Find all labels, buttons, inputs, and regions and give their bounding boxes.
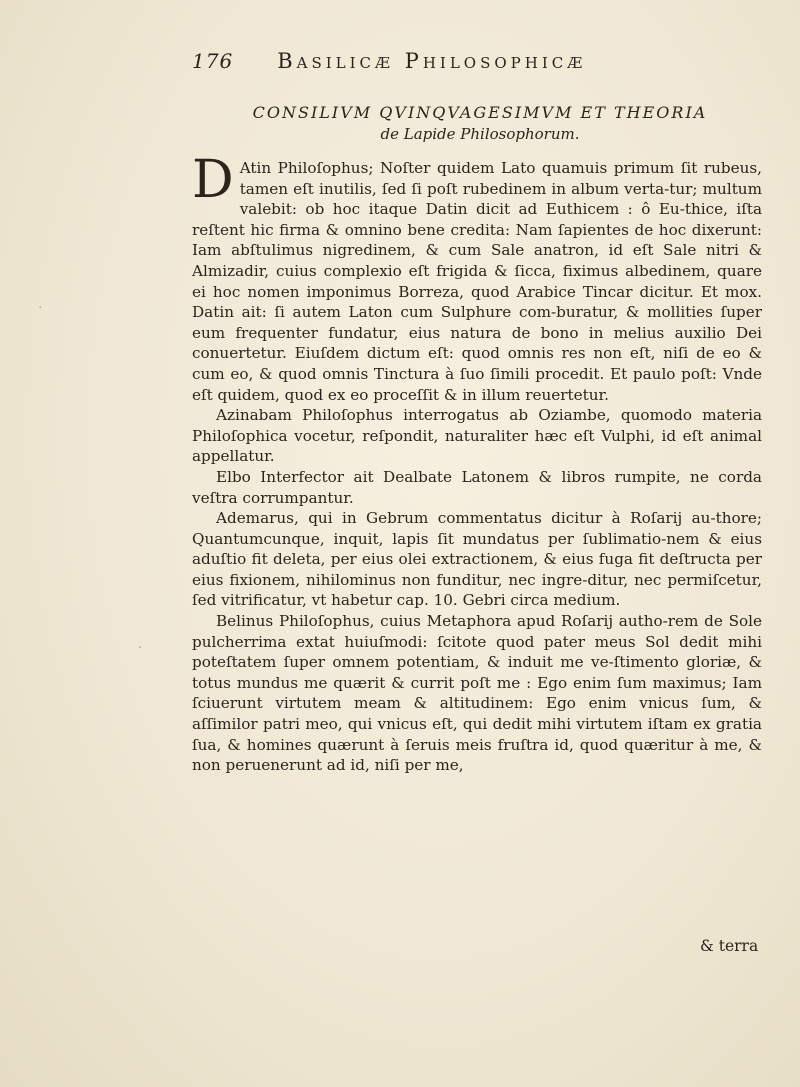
chapter-subtitle: de Lapide Philosophorum.: [380, 125, 580, 143]
paragraph-text: Atin Philoſophus; Noſter quidem Lato quamuis primum ſit rubeus, tamen eſt inutilis, ſed ſi poſt rubedinem in album verta-tur; multum valebit: ob hoc itaque Datin dicit ad Euthicem : ô Eu-thice, iſta reſtent hic firma & omnino bene credita: Nam ſapientes de hoc dixerunt: Iam abſtulimus nigredinem, & cum Sale anatron, id eſt Sale nitri & Almizadir, cuius complexio eſt frigida & ſicca, fiximus albedinem, quare ei hoc nomen imponimus Borreza, quod Arabice Tincar dicitur. Et mox. Datin ait: ſi autem Laton cum Sulphure com-buratur, & mollities ſuper eum frequenter fundatur, eius natura de bono in melius auxilio Dei conuertetur. Eiuſdem dictum eſt: quod omnis res non eſt, niſi de eo & cum eo, & quod omnis Tinctura à ſuo ſimili procedit. Et paulo poſt: Vnde eſt quidem, quod ex eo proceſſit & in illum reuertetur.: [192, 159, 762, 404]
drop-cap: D: [192, 150, 234, 210]
paragraph: Ademarus, qui in Gebrum commentatus dicitur à Roſarij au-thore; Quantumcunque, inquit, lapis ſit mundatus per ſublimatio-nem & eius aduſtio fit deleta, per eius olei extractionem, & eius fuga fit deſtructa per eius fixionem, nihilominus non funditur, nec ingre-ditur, nec permiſcetur, ſed vitrificatur, vt habetur cap. 10. Gebri circa medium.: [192, 509, 762, 610]
paragraph: [192, 150, 762, 405]
body-text: [192, 150, 762, 776]
page-number: 176: [192, 49, 234, 73]
margin-speck: ·: [138, 640, 143, 656]
paragraph: Belinus Philoſophus, cuius Metaphora apud Roſarij autho-rem de Sole pulcherrima extat huiuſmodi: ſcitote quod pater meus Sol dedit mihi poteſtatem ſuper omnem potentiam, & induit me ve-ſtimento gloriæ, & totus mundus me quærit & currit poſt me : Ego enim ſum maximus; Iam ſciuerunt virtutem meam & altitudinem: Ego enim vnicus ſum, & aſſimilor patri meo, qui vnicus eſt, qui dedit mihi virtutem iſtam ex gratia ſua, & homines quærunt à ſeruis meis fruſtra id, quod quæritur à me, & non peruenerunt ad id, niſi per me,: [192, 612, 762, 775]
chapter-title: CONSILIVM QVINQVAGESIMVM ET THEORIA: [252, 103, 708, 122]
page-header: [192, 44, 752, 78]
running-title: Basilicæ Philosophicæ: [277, 49, 587, 73]
paragraph: Azinabam Philoſophus interrogatus ab Oziambe, quomodo materia Philoſophica vocetur, reſpondit, naturaliter hæc eſt Vulphi, id eſt animal appellatur.: [192, 406, 762, 466]
margin-speck: ·: [38, 300, 43, 316]
paragraph: Elbo Interfector ait Dealbate Latonem & libros rumpite, ne corda veſtra corrumpantur.: [192, 467, 762, 507]
catchword: & terra: [700, 937, 759, 955]
